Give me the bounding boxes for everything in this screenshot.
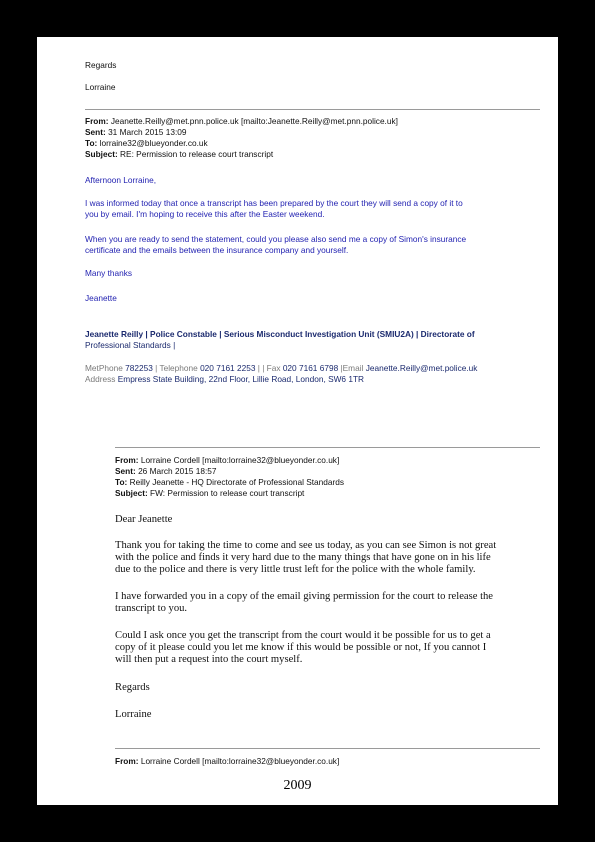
email3-from: Lorraine Cordell [mailto:lorraine32@blueyonder.co.uk] [140, 756, 340, 766]
fax-value: 020 7161 6798 [282, 363, 339, 373]
email1-signature [85, 329, 475, 351]
page-number: 2009 [283, 778, 312, 793]
email2-from-label: From: [115, 455, 139, 465]
email2-para1-line1: Thank you for taking the time to come and see us today, as you can see Simon is not great [115, 540, 497, 551]
signature-line2: Professional Standards | [85, 340, 176, 350]
email1-para1-line1: I was informed today that once a transcript has been prepared by the court they will send a copy of it to [85, 198, 463, 208]
email1-para1-line2: you by email. I'm hoping to receive this after the Easter weekend. [85, 209, 325, 219]
signature-line1 [85, 329, 475, 340]
email2-subject-row [115, 488, 344, 499]
email1-greeting: Afternoon Lorraine, [85, 175, 157, 185]
separator-3 [115, 748, 540, 749]
email2-to: Reilly Jeanette - HQ Directorate of Professional Standards [129, 477, 345, 487]
contact-row [85, 363, 477, 374]
email2-from: Lorraine Cordell [mailto:lorraine32@blueyonder.co.uk] [140, 455, 340, 465]
email2-regards: Regards [115, 682, 150, 693]
top-regards: Regards [85, 60, 117, 70]
separator-1 [85, 109, 540, 110]
email-label: |Email [338, 363, 364, 373]
email2-sent-label: Sent: [115, 466, 136, 476]
fax-label: | | Fax [255, 363, 281, 373]
email1-subject-row [85, 149, 398, 160]
email2-para3-line2: copy of it please could you let me know if this would be possible or not, If you cannot I [115, 642, 487, 653]
email2-greeting: Dear Jeanette [115, 514, 173, 525]
email-link[interactable]: Jeanette.Reilly@met.police.uk [365, 363, 478, 373]
email2-para1-line2: with the police and finds it very hard due to the many things that have gone on in his life [115, 552, 491, 563]
email1-from-label: From: [85, 116, 109, 126]
email2-subject: FW: Permission to release court transcript [150, 488, 305, 498]
email1-to: lorraine32@blueyonder.co.uk [99, 138, 208, 148]
email1-to-row [85, 138, 398, 149]
email1-para1 [85, 198, 463, 220]
email1-subject: RE: Permission to release court transcript [120, 149, 274, 159]
email2-name: Lorraine [115, 709, 152, 720]
email2-para3-line3: will then put a request into the court myself. [115, 654, 303, 665]
email1-signoff: Jeanette [85, 293, 117, 303]
signature-name-title: Jeanette Reilly | Police Constable | Serious Misconduct Investigation Unit (SMIU2A) | Directorate of [85, 329, 475, 339]
email1-from: Jeanette.Reilly@met.pnn.police.uk [mailto:Jeanette.Reilly@met.pnn.police.uk] [110, 116, 398, 126]
email2-para2-line1: I have forwarded you in a copy of the email giving permission for the court to release the [115, 591, 494, 602]
separator-2 [115, 447, 540, 448]
email1-from-row [85, 116, 398, 127]
email2-to-row [115, 477, 344, 488]
address-value: Empress State Building, 22nd Floor, Lillie Road, London, SW6 1TR [117, 374, 365, 384]
email2-para2 [115, 591, 493, 615]
email1-subject-label: Subject: [85, 149, 118, 159]
email1-para2-line1: When you are ready to send the statement, could you please also send me a copy of Simon's insurance [85, 234, 467, 244]
document-page [37, 37, 558, 805]
email1-sent-row [85, 127, 398, 138]
email2-sent: 26 March 2015 18:57 [138, 466, 217, 476]
email3-from-row [115, 756, 339, 767]
email1-to-label: To: [85, 138, 98, 148]
email2-para2-line2: transcript to you. [115, 603, 188, 614]
metphone-label: MetPhone [85, 363, 123, 373]
email2-para3-line1: Could I ask once you get the transcript from the court would it be possible for us to get a [115, 630, 491, 641]
email2-sent-row [115, 466, 344, 477]
telephone-label: | Telephone [152, 363, 198, 373]
email2-from-row [115, 455, 344, 466]
email2-subject-label: Subject: [115, 488, 148, 498]
address-label: Address [85, 374, 116, 384]
email3-header [115, 756, 339, 767]
address-row [85, 374, 477, 385]
email2-to-label: To: [115, 477, 128, 487]
email2-para3 [115, 630, 491, 666]
top-name: Lorraine [85, 82, 116, 92]
email1-para2-line2: certificate and the emails between the insurance company and yourself. [85, 245, 349, 255]
email1-contact [85, 363, 477, 385]
email2-para1 [115, 540, 496, 576]
email2-para1-line3: due to the police and there is very little trust left for the police with the whole family. [115, 564, 476, 575]
email1-sent: 31 March 2015 13:09 [108, 127, 187, 137]
metphone-value: 782253 [125, 363, 153, 373]
email1-sent-label: Sent: [85, 127, 106, 137]
email1-header [85, 116, 398, 160]
email1-para2 [85, 234, 466, 256]
email1-thanks: Many thanks [85, 268, 133, 278]
email3-from-label: From: [115, 756, 139, 766]
telephone-value: 020 7161 2253 [200, 363, 256, 373]
email2-header [115, 455, 344, 499]
